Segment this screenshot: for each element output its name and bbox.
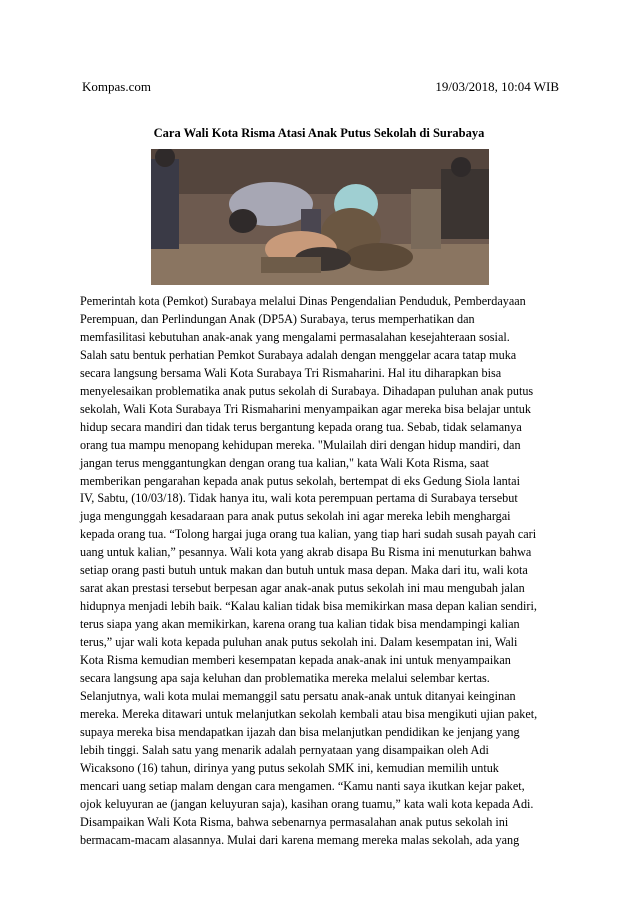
body-line: Kota Risma kemudian memberi kesempatan kepada anak-anak ini untuk menyampaikan bbox=[80, 653, 511, 668]
body-line: Disampaikan Wali Kota Risma, bahwa sebenarnya permasalahan anak putus sekolah ini bbox=[80, 814, 509, 829]
publish-datetime: 19/03/2018, 10:04 WIB bbox=[435, 79, 559, 94]
body-line: jangan terus menggantungkan dengan orang tua kalian," kata Wali Kota Risma, saat bbox=[80, 455, 489, 470]
article-photo bbox=[151, 149, 489, 285]
body-line: Selanjutnya, wali kota mulai memanggil satu persatu anak-anak untuk ditanyai keinginan bbox=[80, 688, 516, 703]
body-line: IV, Sabtu, (10/03/18). Tidak hanya itu, wali kota perempuan pertama di Surabaya tersebut bbox=[80, 491, 518, 506]
body-line: menyelesaikan problematika anak putus sekolah di Surabaya. Dihadapan puluhan anak putus bbox=[80, 383, 534, 398]
body-line: Wicaksono (16) tahun, dirinya yang putus sekolah SMK ini, kemudian memilih untuk bbox=[80, 760, 499, 775]
body-line: hidupnya menjadi lebih baik. “Kalau kalian tidak bisa memikirkan masa depan kalian sendiri, bbox=[80, 599, 537, 614]
body-line: terus,” ujar wali kota kepada puluhan anak putus sekolah ini. Dalam kesempatan ini, Wali bbox=[80, 635, 518, 650]
body-line: memfasilitasi kebutuhan anak-anak yang mengalami permasalahan kesejahteraan sosial. bbox=[80, 329, 510, 344]
body-line: sekolah, Wali Kota Surabaya Tri Rismaharini menyampaikan agar mereka bisa belajar untuk bbox=[80, 401, 531, 416]
body-line: hidup secara mandiri dan tidak terus bergantung kepada orang tua. Sebab, tidak selamanya bbox=[80, 419, 522, 434]
body-line: secara langsung bersama Wali Kota Surabaya Tri Rismaharini. Hal itu diharapkan bisa bbox=[80, 365, 502, 380]
body-line: setiap orang pasti butuh untuk makan dan butuh untuk masa depan. Maka dari itu, wali kota bbox=[80, 563, 528, 578]
body-line: memberikan pengarahan kepada anak putus sekolah, bertempat di eks Gedung Siola lantai bbox=[80, 473, 520, 488]
body-line: kepada orang tua. “Tolong hargai juga orang tua kalian, yang tiap hari sudah susah payah cari bbox=[80, 527, 537, 542]
body-line: secara langsung apa saja keluhan dan problematika mereka melalui selembar kertas. bbox=[80, 671, 490, 686]
body-line: ojok keluyuran ae (jangan keluyuran saja), kasihan orang tuamu,” kata wali kota kepada Adi. bbox=[80, 796, 534, 811]
body-line: juga mengunggah kesadaraan para anak putus sekolah ini agar mereka lebih menghargai bbox=[80, 509, 511, 524]
article-body bbox=[80, 293, 564, 850]
source-name: Kompas.com bbox=[82, 79, 151, 94]
body-line: uang untuk kalian,” pesannya. Wali kota yang akrab disapa Bu Risma ini menuturkan bahwa bbox=[80, 545, 532, 560]
body-line: Perempuan, dan Perlindungan Anak (DP5A) Surabaya, terus memperhatikan dan bbox=[80, 311, 475, 326]
body-line: Salah satu bentuk perhatian Pemkot Surabaya adalah dengan menggelar acara tatap muka bbox=[80, 347, 517, 362]
body-line: sarat akan prestasi tersebut berpesan agar anak-anak putus sekolah ini mau mengubah jalan bbox=[80, 581, 525, 596]
photo-illustration bbox=[151, 149, 489, 285]
body-line: mereka. Mereka ditawari untuk melanjutkan sekolah kembali atau bisa mengikuti ujian paket, bbox=[80, 706, 538, 721]
body-line: Pemerintah kota (Pemkot) Surabaya melalui Dinas Pengendalian Penduduk, Pemberdayaan bbox=[80, 294, 526, 308]
body-line: mencari uang setiap malam dengan cara mengamen. “Kamu nanti saya ikutkan kejar paket, bbox=[80, 778, 525, 793]
body-line: terus siapa yang akan memikirkan, karena orang tua kalian tidak bisa mendampingi kalian bbox=[80, 617, 520, 632]
body-line: lebih tinggi. Salah satu yang menarik adalah pernyataan yang disampaikan oleh Adi bbox=[80, 742, 489, 757]
article-title: Cara Wali Kota Risma Atasi Anak Putus Sekolah di Surabaya bbox=[153, 126, 485, 140]
body-line: orang tua mampu menopang kehidupan mereka. "Mulailah diri dengan hidup mandiri, dan bbox=[80, 437, 521, 452]
body-line: bermacam-macam alasannya. Mulai dari karena memang mereka malas sekolah, ada yang bbox=[80, 832, 520, 847]
body-line: supaya mereka bisa mendapatkan ijazah dan bisa melanjutkan pendidikan ke jenjang yang bbox=[80, 724, 520, 739]
document-header bbox=[82, 79, 559, 97]
